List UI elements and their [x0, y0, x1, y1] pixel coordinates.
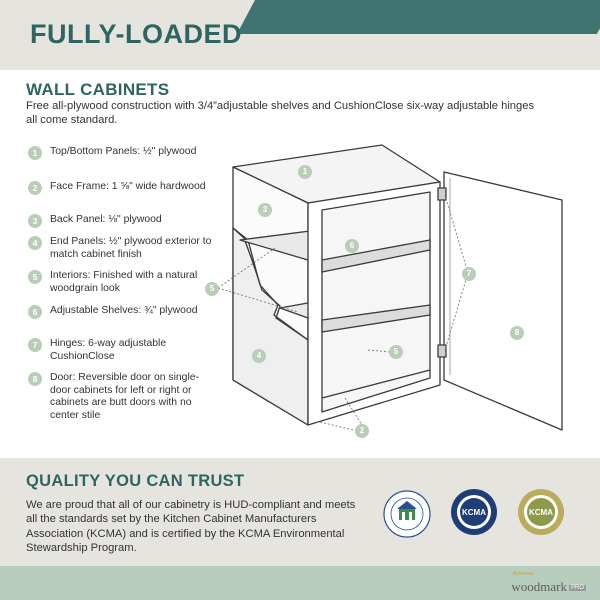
spec-text: Interiors: Finished with a natural woodgrain look: [50, 270, 198, 294]
eco-center-label: KCMA: [529, 508, 553, 517]
spec-text: Adjustable Shelves: ¾" plywood: [50, 305, 198, 316]
spec-text: Top/Bottom Panels: ½" plywood: [50, 146, 197, 157]
spec-text: Hinges: 6-way adjustable CushionClose: [50, 338, 167, 362]
footer-band: [0, 566, 600, 600]
wall-cabinets-heading: WALL CABINETS: [26, 80, 170, 99]
callout-adjustable-shelves: 6: [345, 239, 359, 253]
spec-number-badge: 6: [28, 305, 42, 319]
quality-band: [0, 458, 600, 566]
hud-seal-icon: [383, 490, 431, 538]
spec-number-badge: 8: [28, 372, 42, 386]
callout-door: 8: [510, 326, 524, 340]
page-title: FULLY-LOADED: [30, 19, 243, 49]
spec-number-badge: 4: [28, 236, 42, 250]
callout-face-frame: 2: [355, 424, 369, 438]
face-frame-opening: [322, 192, 430, 412]
quality-description: We are proud that all of our cabinetry is HUD-compliant and meets all the standards set by the Kitchen Cabinet Manufacturers Association (KCMA) and is certified by the KCMA Environmental Stewardship Program.: [26, 499, 356, 555]
spec-number-badge: 7: [28, 338, 42, 352]
hinge-bottom: [438, 345, 446, 357]
door: [444, 172, 562, 430]
header-band: [0, 0, 600, 70]
brand-logo: [511, 579, 586, 595]
spec-text: End Panels: ½" plywood exterior to match cabinet finish: [50, 236, 212, 260]
cabinet-diagram: [200, 140, 600, 450]
callout-interiors: 5: [205, 282, 219, 296]
brand-tagline: American: [512, 571, 534, 577]
kcma-center-label: KCMA: [462, 508, 486, 517]
brand-pro-badge: PRO: [570, 585, 584, 592]
header-accent-stripe: [237, 0, 600, 34]
spec-number-badge: 1: [28, 146, 42, 160]
hinge-top: [438, 188, 446, 200]
spec-text: Door: Reversible door on single-door cabinets for left or right or cabinets are butt doors with no center stile: [50, 372, 200, 421]
callout-interior-bottom: 5: [389, 345, 403, 359]
kcma-quality-tested-icon: [450, 488, 498, 536]
cabinet-illustration: [200, 140, 600, 450]
callout-top-panel: 1: [298, 165, 312, 179]
spec-text: Back Panel: ⅛" plywood: [50, 214, 162, 225]
callout-back-panel: 3: [258, 203, 272, 217]
spec-text: Face Frame: 1 ⅝" wide hardwood: [50, 181, 206, 192]
callout-end-panels: 4: [252, 349, 266, 363]
kcma-environmental-seal-icon: [517, 488, 565, 536]
spec-number-badge: 2: [28, 181, 42, 195]
callout-hinges: 7: [462, 267, 476, 281]
spec-number-badge: 5: [28, 270, 42, 284]
spec-number-badge: 3: [28, 214, 42, 228]
wall-cabinets-description: Free all-plywood construction with 3/4”adjustable shelves and CushionClose six-way adjustable hinges all come standard.: [26, 100, 535, 126]
brand-name: woodmark: [511, 579, 567, 594]
quality-heading: QUALITY YOU CAN TRUST: [26, 472, 245, 490]
